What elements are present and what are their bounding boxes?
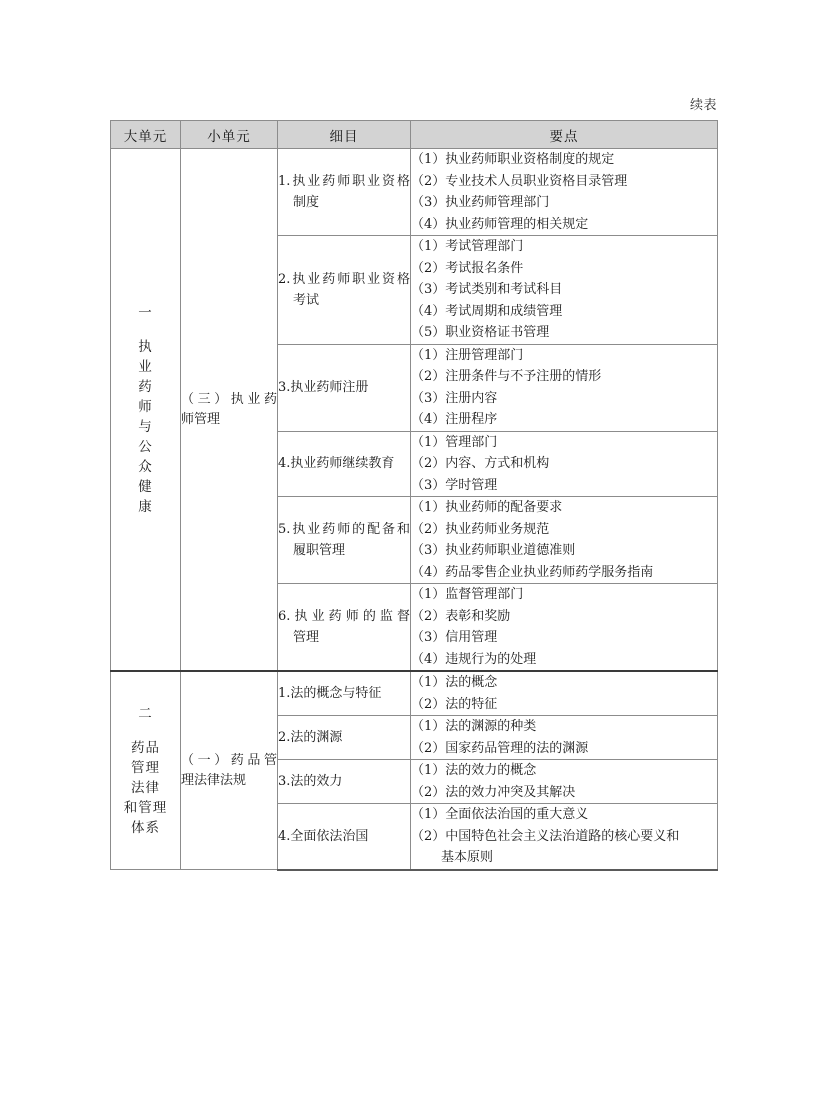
key-point: （2）注册条件与不予注册的情形 <box>411 369 602 384</box>
key-point: （4）考试周期和成绩管理 <box>411 303 563 319</box>
column-header-big-unit: 大单元 <box>111 121 181 149</box>
big-unit-line: 与 <box>138 418 153 435</box>
detail-title: 2.执业药师职业资格 <box>278 271 410 287</box>
detail-title-cont: 制度 <box>293 195 320 210</box>
key-points-cell <box>411 760 718 804</box>
detail-cell <box>278 497 411 584</box>
table-row <box>111 149 718 236</box>
big-unit-line: 师 <box>138 398 153 415</box>
sub-unit-line: 师管理 <box>181 411 221 427</box>
sub-unit-cell-1 <box>181 149 278 672</box>
big-unit-line: 业 <box>138 358 153 375</box>
detail-cell <box>278 671 411 716</box>
big-unit-line: 体系 <box>131 819 160 836</box>
detail-cell <box>278 804 411 870</box>
detail-cell <box>278 236 411 345</box>
column-header-key-points: 要点 <box>411 121 718 149</box>
key-points-cell <box>411 236 718 345</box>
key-point: （2）法的特征 <box>411 696 498 712</box>
big-unit-line: 法律 <box>131 779 160 796</box>
column-header-detail: 细目 <box>278 121 411 149</box>
key-point: （1）法的渊源的种类 <box>411 719 537 734</box>
key-point: （2）国家药品管理的法的渊源 <box>411 740 589 756</box>
key-point: （2）专业技术人员职业资格目录管理 <box>411 173 628 189</box>
key-point: （3）执业药师管理部门 <box>411 195 550 210</box>
big-unit-line: 管理 <box>131 759 160 776</box>
big-unit-line: 康 <box>138 498 153 515</box>
big-unit-line: 药品 <box>131 739 160 756</box>
sub-unit-cell-2 <box>181 671 278 870</box>
key-point: （3）信用管理 <box>411 630 498 645</box>
sub-unit-line: （三）执业药 <box>181 391 277 407</box>
detail-title: 2.法的渊源 <box>278 730 343 745</box>
key-point: （4）执业药师管理的相关规定 <box>411 216 589 232</box>
key-point: （1）管理部门 <box>411 434 498 450</box>
detail-title: 3.法的效力 <box>278 774 343 789</box>
detail-cell <box>278 584 411 672</box>
syllabus-table <box>110 120 718 871</box>
big-unit-line: 健 <box>138 478 153 495</box>
continuation-label: 续表 <box>689 98 717 113</box>
big-unit-line: 和管理 <box>123 799 168 816</box>
key-point: （2）中国特色社会主义法治道路的核心要义和 <box>411 828 680 844</box>
big-unit-number: 二 <box>138 705 153 722</box>
big-unit-cell-2 <box>111 671 181 870</box>
key-points-cell <box>411 431 718 497</box>
sub-unit-line: 理法律法规 <box>181 772 247 788</box>
detail-title-cont: 履职管理 <box>293 543 346 558</box>
big-unit-line: 药 <box>138 378 153 395</box>
key-points-cell <box>411 716 718 760</box>
key-point: （2）执业药师业务规范 <box>411 521 550 537</box>
key-points-cell <box>411 344 718 431</box>
detail-cell <box>278 716 411 760</box>
key-points-cell <box>411 497 718 584</box>
key-point: （3）学时管理 <box>411 477 498 493</box>
key-points-cell <box>411 149 718 236</box>
big-unit-number: 一 <box>138 304 153 321</box>
detail-cell <box>278 344 411 431</box>
big-unit-line: 众 <box>138 458 153 475</box>
key-point: （1）法的效力的概念 <box>411 763 537 778</box>
key-point: （2）表彰和奖励 <box>411 608 511 624</box>
detail-title: 4.全面依法治国 <box>278 828 369 844</box>
detail-title: 5.执业药师的配备和 <box>278 522 410 537</box>
big-unit-line: 执 <box>138 338 153 355</box>
key-point: （4）药品零售企业执业药师药学服务指南 <box>411 564 654 580</box>
detail-title: 6.执业药师的监督 <box>278 609 410 624</box>
key-point: （1）全面依法治国的重大意义 <box>411 807 589 822</box>
key-point: （1）考试管理部门 <box>411 239 524 254</box>
detail-title: 1.法的概念与特征 <box>278 686 382 701</box>
table-header-row <box>111 121 718 149</box>
sub-unit-line: （一）药品管 <box>181 752 277 768</box>
detail-title-cont: 考试 <box>293 292 320 308</box>
key-point: （3）考试类别和考试科目 <box>411 282 563 297</box>
key-points-cell <box>411 804 718 870</box>
detail-cell <box>278 760 411 804</box>
key-point: （4）违规行为的处理 <box>411 651 537 667</box>
key-point: （1）执业药师职业资格制度的规定 <box>411 152 615 167</box>
detail-title-cont: 管理 <box>293 630 320 645</box>
key-point: （2）内容、方式和机构 <box>411 456 550 471</box>
syllabus-body <box>111 149 718 870</box>
key-point: （1）执业药师的配备要求 <box>411 500 563 515</box>
key-point: （2）法的效力冲突及其解决 <box>411 784 576 800</box>
table-row <box>111 671 718 716</box>
key-points-cell <box>411 584 718 672</box>
detail-title: 4.执业药师继续教育 <box>278 456 395 472</box>
big-unit-line: 公 <box>138 438 153 455</box>
key-points-cell <box>411 671 718 716</box>
key-point: （1）法的概念 <box>411 675 498 690</box>
key-point: （3）执业药师职业道德准则 <box>411 543 576 558</box>
key-point: （5）职业资格证书管理 <box>411 325 550 340</box>
key-point: （2）考试报名条件 <box>411 260 524 276</box>
big-unit-cell-1 <box>111 149 181 672</box>
key-point: （1）注册管理部门 <box>411 347 524 363</box>
detail-cell <box>278 431 411 497</box>
key-point: （3）注册内容 <box>411 390 498 406</box>
key-point: （4）注册程序 <box>411 412 498 427</box>
detail-title: 1.执业药师职业资格 <box>278 174 410 189</box>
column-header-sub-unit: 小单元 <box>181 121 278 149</box>
key-point: （1）监督管理部门 <box>411 587 524 602</box>
detail-cell <box>278 149 411 236</box>
key-point-cont: 基本原则 <box>441 850 494 865</box>
detail-title: 3.执业药师注册 <box>278 380 369 395</box>
